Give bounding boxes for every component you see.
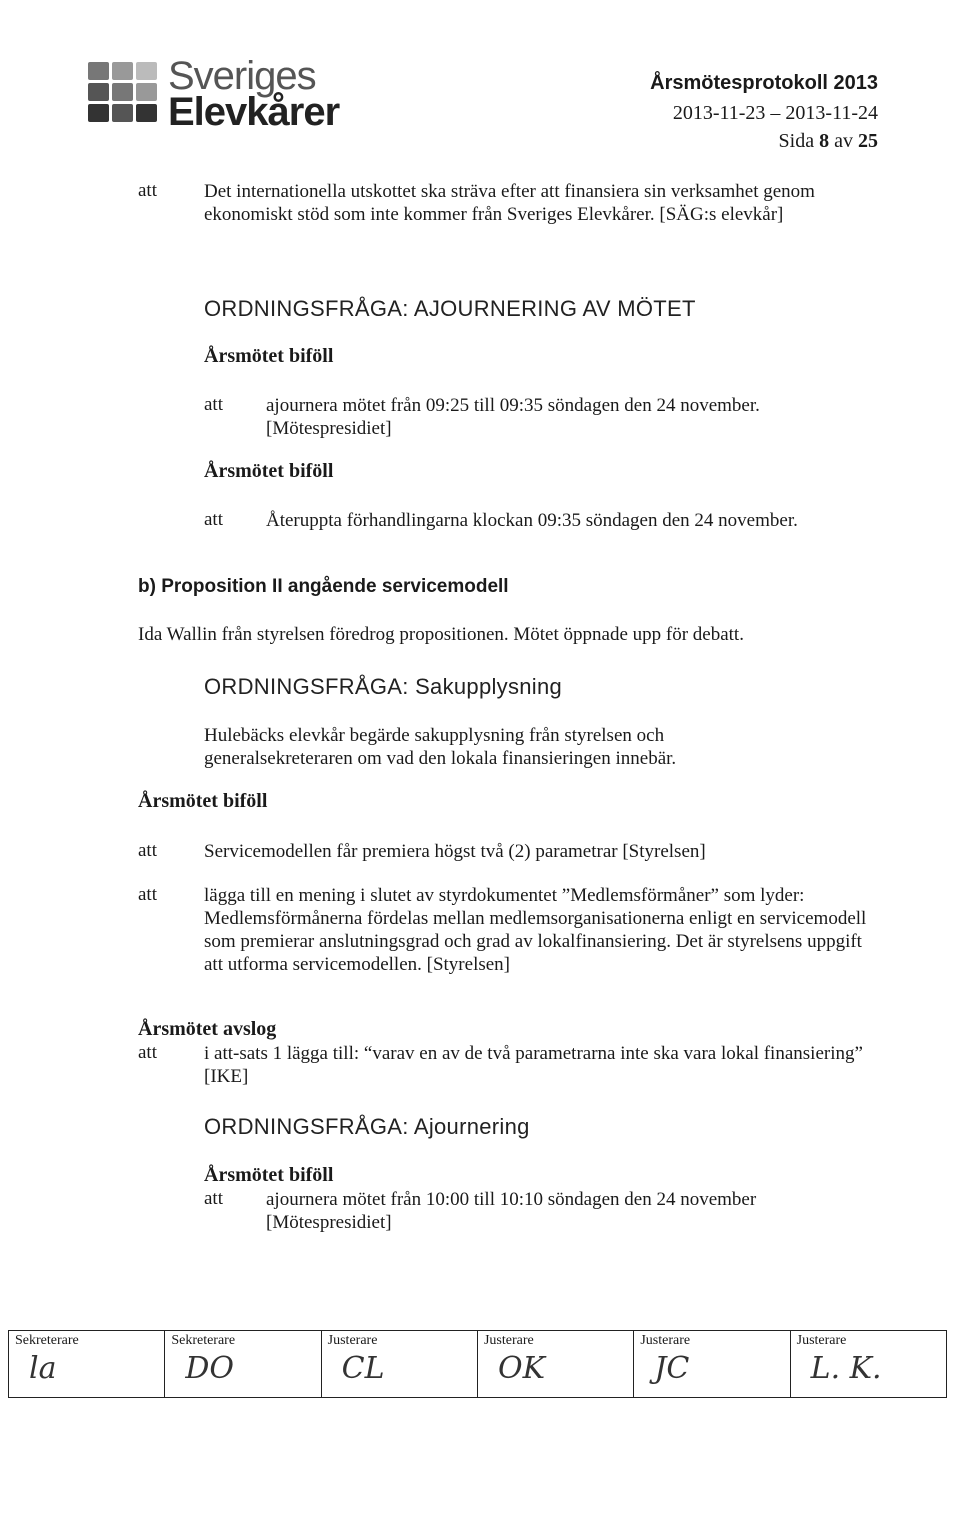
signature-role: Justerare xyxy=(483,1333,534,1348)
signature-cell xyxy=(634,1331,790,1398)
logo-mark xyxy=(88,62,160,124)
section-heading-sakupplysning: ORDNINGSFRÅGA: Sakupplysning xyxy=(204,674,563,699)
decision-heading: Årsmötet avslog xyxy=(138,1018,277,1040)
att-label: att xyxy=(138,840,157,861)
signature-role: Justerare xyxy=(796,1333,847,1348)
logo-text-sveriges: Sveriges xyxy=(168,54,316,98)
signature-initials: L. K. xyxy=(810,1351,882,1386)
intro-text: Ida Wallin från styrelsen föredrog propositionen. Mötet öppnade upp för debatt. xyxy=(138,624,744,645)
section-heading-ajournering: ORDNINGSFRÅGA: AJOURNERING AV MÖTET xyxy=(204,296,696,321)
att-label: att xyxy=(138,1042,157,1063)
signature-cell xyxy=(477,1331,633,1398)
signature-initials: CL xyxy=(341,1351,385,1386)
motion-text: Servicemodellen får premiera högst två (2) parametrar [Styrelsen] xyxy=(204,841,706,862)
motion-text: Det internationella utskottet ska sträva efter att finansiera sin verksamhet genom ekonomiskt stöd som inte kommer från Sveriges Elevkårer. [SÄG:s elevkår] xyxy=(204,181,815,225)
att-label: att xyxy=(138,180,157,201)
signature-table xyxy=(8,1330,947,1398)
att-label: att xyxy=(204,1188,223,1209)
proposition-heading: b) Proposition II angående servicemodell xyxy=(138,576,509,597)
signature-initials: DO xyxy=(185,1351,234,1386)
att-label: att xyxy=(138,884,157,905)
page-indicator xyxy=(779,130,878,153)
signature-cell xyxy=(165,1331,321,1398)
page-total: 25 xyxy=(858,130,878,152)
sakupplysning-text: Hulebäcks elevkår begärde sakupplysning från styrelsen och generalsekreteraren om vad den lokala finansieringen innebär. xyxy=(204,725,677,769)
logo-text-elevkarer: Elevkårer xyxy=(168,90,340,134)
signature-cell xyxy=(790,1331,946,1398)
signature-cell xyxy=(9,1331,165,1398)
signature-initials: OK xyxy=(497,1351,545,1386)
page-prefix: Sida xyxy=(778,130,815,152)
motion-text: Återuppta förhandlingarna klockan 09:35 söndagen den 24 november. xyxy=(266,510,798,531)
decision-heading: Årsmötet biföll xyxy=(204,345,334,367)
section-heading-ajournering-2: ORDNINGSFRÅGA: Ajournering xyxy=(204,1114,530,1139)
motion-text: ajournera mötet från 10:00 till 10:10 söndagen den 24 november [Mötespresidiet] xyxy=(266,1189,757,1233)
page-number: 8 xyxy=(819,130,830,152)
signature-initials: la xyxy=(29,1351,57,1386)
document-title: Årsmötesprotokoll 2013 xyxy=(650,72,878,94)
motion-text: lägga till en mening i slutet av styrdokumentet ”Medlemsförmåner” som lyder: Medlemsförmånerna fördelas mellan medlemsorganisationerna enligt en servicemodell som premierar anslutningsgrad och grad av lokalfinansiering. Det är styrelsens uppgift att utforma servicemodellen. [Styrelsen] xyxy=(204,885,867,975)
decision-heading: Årsmötet biföll xyxy=(204,1164,334,1186)
att-label: att xyxy=(204,394,223,415)
motion-text: i att-sats 1 lägga till: “varav en av de två parametrarna inte ska vara lokal finansiering” [IKE] xyxy=(204,1043,863,1087)
page-mid: av xyxy=(834,130,853,152)
signature-role: Justerare xyxy=(640,1333,691,1348)
decision-heading: Årsmötet biföll xyxy=(138,790,268,812)
signature-cell xyxy=(321,1331,477,1398)
att-label: att xyxy=(204,509,223,530)
signature-role: Sekreterare xyxy=(15,1333,79,1348)
decision-heading: Årsmötet biföll xyxy=(204,460,334,482)
motion-text: ajournera mötet från 09:25 till 09:35 söndagen den 24 november. [Mötespresidiet] xyxy=(266,395,760,439)
signature-initials: JC xyxy=(654,1351,690,1386)
signature-role: Justerare xyxy=(327,1333,378,1348)
signature-role: Sekreterare xyxy=(171,1333,236,1348)
document-dates: 2013-11-23 – 2013-11-24 xyxy=(672,102,878,124)
